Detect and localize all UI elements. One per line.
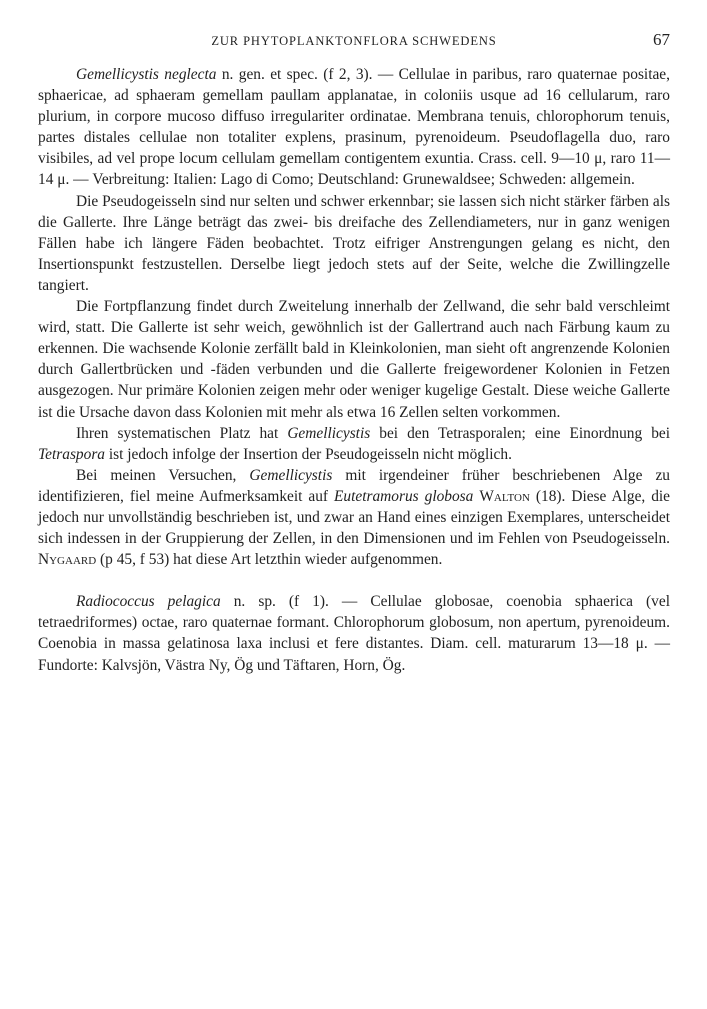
text-run: Bei meinen Versuchen, bbox=[76, 466, 250, 484]
paragraph-text: n. gen. et spec. (f 2, 3). — Cellulae in paribus, raro quaternae positae, sphaericae, ad sphaeram gemellam paullam applanatae, in coloniis usque ad 16 cellularum, raro plurium, in corpore mucoso diffuso irregulariter ordinatae. Membrana tenuis, chlorophorum tenuis, partes distales cellulae non totaliter explens, prasinum, pyrenoideum. Pseudoflagella duo, raro visibiles, ad vel prope locum cellulam gemellam contigentem exuntia. Crass. cell. 9—10 μ, raro 11—14 μ. — Verbreitung: Italien: Lago di Como; Deutschland: Grunewaldsee; Schweden: allgemein. bbox=[38, 66, 670, 189]
species-name: Eutetramorus globosa bbox=[334, 487, 474, 505]
author-name: Walton bbox=[479, 487, 530, 505]
author-name: Nygaard bbox=[38, 551, 97, 569]
text-run: ist jedoch infolge der Insertion der Pseudogeisseln nicht möglich. bbox=[105, 445, 512, 463]
genus-name: Gemellicystis bbox=[287, 424, 371, 442]
paragraph-pseudogeisseln: Die Pseudogeisseln sind nur selten und schwer erkennbar; sie lassen sich nicht stärker färben als die Gallerte. Ihre Länge beträgt das zwei- bis dreifache des Zellendiameters, nur in ganz wenigen Fällen habe ich längere Fäden beobachtet. Trotz eifriger Anstrengungen gelang es nicht, den Insertionspunkt festzustellen. Derselbe liegt jedoch stets auf der Seite, welche die Zwillingzelle tangiert. bbox=[38, 192, 670, 294]
text-run: Ihren systematischen Platz hat bbox=[76, 424, 288, 442]
paragraph-text: n. sp. (f 1). — Cellulae globosae, coenobia sphaerica (vel tetraedriformes) octae, raro quaternae formant. Chlorophorum globosum, non apertum, pyrenoideum. Coenobia in massa gelatinosa laxa inclusi et fere distantes. Diam. cell. maturarum 13—18 μ. — Fundorte: Kalvsjön, Västra Ny, Ög und Täftaren, Horn, Ög. bbox=[38, 593, 670, 674]
page-number: 67 bbox=[653, 30, 670, 49]
genus-name: Tetraspora bbox=[38, 445, 106, 463]
taxon-name: Gemellicystis neglecta bbox=[76, 66, 217, 83]
body-text bbox=[38, 64, 670, 676]
paragraph-identifikation bbox=[38, 465, 670, 570]
genus-name: Gemellicystis bbox=[249, 466, 333, 484]
running-head bbox=[38, 30, 670, 52]
paragraph-fortpflanzung: Die Fortpflanzung findet durch Zweitelung innerhalb der Zellwand, die sehr bald verschleimt wird, statt. Die Gallerte ist sehr weich, gewöhnlich ist der Gallertrand auch nach Färbung kaum zu erkennen. Die wachsende Kolonie zerfällt bald in Kleinkolonien, man sieht oft angrenzende Kolonien durch Gallertbrücken und -fäden verbunden und die Gallerte freigewordener Kolonien in Fetzen ausgezogen. Nur primäre Kolonien zeigen mehr oder weniger kugelige Gestalt. Diese weiche Gallerte ist die Ursache davon dass Kolonien mit mehr als etwa 16 Zellen selten vorkommen. bbox=[38, 298, 670, 421]
paragraph-radiococcus-diagnosis bbox=[38, 591, 670, 675]
paragraph-systematik bbox=[38, 423, 670, 465]
taxon-name: Radiococcus pelagica bbox=[76, 593, 221, 611]
text-run: (18). Diese Alge, die jedoch nur unvollständig beschrieben ist, und zwar an Hand eines einzigen Exemplares, unterscheidet sich indessen in der Gruppierung der Zellen, in den Dimensionen und im Fehlen von Pseudogeisseln. bbox=[38, 487, 671, 548]
text-run: mit irgendeiner früher beschriebenen Alge zu identifizieren, fiel meine Aufmerksamkeit auf bbox=[38, 466, 671, 505]
running-title: ZUR PHYTOPLANKTONFLORA SCHWEDENS bbox=[211, 34, 497, 48]
paragraph-gemellicystis-diagnosis bbox=[38, 64, 670, 191]
text-run: (p 45, f 53) hat diese Art letzthin wieder aufgenommen. bbox=[96, 551, 443, 569]
text-run: bei den Tetrasporalen; eine Einordnung bei bbox=[370, 424, 670, 442]
